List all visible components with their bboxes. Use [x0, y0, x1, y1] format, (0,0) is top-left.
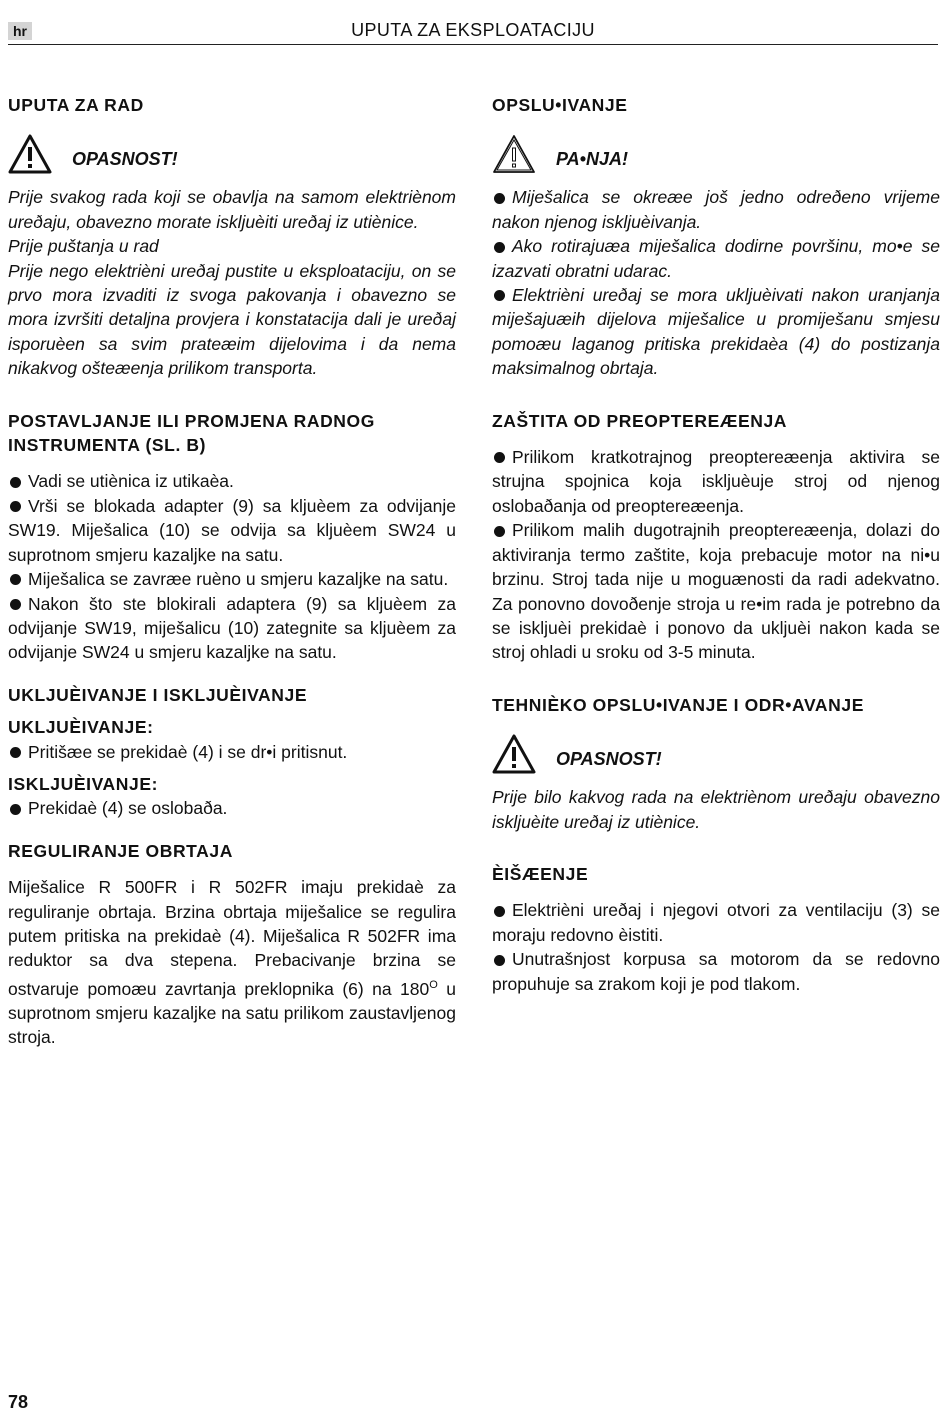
bullet-icon	[494, 452, 505, 463]
bullet-icon	[10, 574, 21, 585]
attention-warning	[492, 129, 940, 179]
warning-triangle-icon	[492, 734, 536, 774]
bullet-icon	[494, 193, 505, 204]
document-title: UPUTA ZA EKSPLOATACIJU	[351, 20, 595, 40]
section-heading-onoff: UKLJUÈIVANJE I ISKLJUÈIVANJE	[8, 684, 308, 705]
list-item: Vrši se blokada adapter (9) sa kljuèem za odvijanje SW19. Miješalica (10) se odvija sa kljuèem SW24 u suprotnom smjeru kazaljke na satu.	[8, 495, 456, 565]
subheading-on: UKLJUÈIVANJE:	[8, 717, 154, 738]
bullet-icon	[10, 599, 21, 610]
list-item: Vadi se utiènica iz utikaèa.	[8, 469, 456, 493]
section-heading-maintenance: TEHNIÈKO OPSLU•IVANJE I ODR•AVANJE	[492, 694, 865, 715]
left-column	[8, 93, 456, 1050]
start-text: Prije nego elektrièni ureðaj pustite u eksploataciju, on se prvo mora izvaditi iz svoga pakovanja i obavezno se mora izvršiti detaljna provjera i konstatacija dali je ureðaj isporuèen sa svim prateæim dijelovima i da nema nikakvog ošteæenja prilikom transporta.	[8, 260, 456, 379]
list-item: Elektrièni ureðaj i njegovi otvori za ventilaciju (3) se moraju redovno èistiti.	[492, 900, 940, 945]
list-item: Prilikom malih dugotrajnih preoptereæenja, dolazi do aktiviranja termo zaštite, koja prebacuje motor na ni•u brzinu. Stroj tada nije u moguænosti da radi adekvatno. Za ponovno dovoðenje stroja u re•im rada je potrebno da se iskljuèi prekidaè i ponovo da ukljuèi nakon kada se stroj ohladi u sroku od 3-5 minuta.	[492, 520, 940, 663]
speed-text: Miješalice R 500FR i R 502FR imaju prekidaè za reguliranje obrtaja. Brzina obrtaja miješalice se regulira putem pritiska na prekidaè (4). Miješalica R 502FR ima reduktor sa dva stepena. Prebacivanje brzina se ostvaruje pomoæu zavrtanja preklopnika (6) na $180^O$ u suprotnom smjeru kazaljke na satu prilikom zaustavljenog stroja.	[8, 877, 456, 1048]
list-item: Prilikom kratkotrajnog preoptereæenja aktivira se strujna spojnica koja iskljuèuje stroj od njenog oslobaðanja od preoptereæenja.	[492, 447, 940, 516]
section-heading-overload: ZAŠTITA OD PREOPTEREÆENJA	[492, 410, 788, 431]
list-item: Miješalica se okreæe još jedno odreðeno vrijeme nakon njenog iskljuèivanja.	[492, 187, 940, 232]
warning-triangle-icon	[492, 134, 536, 174]
bullet-icon	[494, 955, 505, 966]
subheading-off: ISKLJUÈIVANJE:	[8, 773, 159, 794]
list-item: Elektrièni ureðaj se mora ukljuèivati nakon uranjanja miješajuæih dijelova miješalice u promiješanu smjesu pomoæu laganog pritiska prekidaèa (4) do postizanja maksimalnog obrtaja.	[492, 285, 940, 379]
bullet-icon	[494, 290, 505, 301]
warning-triangle-icon	[8, 134, 52, 174]
start-title: Prije puštanja u rad	[8, 236, 159, 257]
bullet-icon	[10, 477, 21, 488]
bullet-icon	[10, 501, 21, 512]
bullet-icon	[494, 526, 505, 537]
right-column	[492, 93, 940, 996]
danger-text: Prije bilo kakvog rada na elektriènom ureðaju obavezno iskljuèite ureðaj iz utiènice.	[492, 787, 940, 832]
list-item: Nakon što ste blokirali adaptera (9) sa kljuèem za odvijanje SW19, miješalicu (10) zategnite sa kljuèem za odvijanje SW24 u smjeru kazaljke na satu.	[8, 593, 456, 663]
section-heading-cleaning: ÈIŠÆENJE	[492, 863, 589, 884]
section-heading-operation: UPUTA ZA RAD	[8, 95, 144, 115]
list-item: Miješalica se zavræe ruèno u smjeru kazaljke na satu.	[8, 567, 456, 591]
section-heading-speed: REGULIRANJE OBRTAJA	[8, 840, 233, 861]
language-tag: hr	[8, 22, 32, 40]
list-item: Unutrašnjost korpusa sa motorom da se redovno propuhuje sa zrakom koji je pod tlakom.	[492, 949, 940, 994]
page-number: 78	[8, 1392, 29, 1412]
list-item: Ako rotirajuæa miješalica dodirne površinu, mo•e se izazvati obratni udarac.	[492, 236, 940, 281]
danger-warning	[8, 129, 456, 179]
section-heading-usage: OPSLU•IVANJE	[492, 95, 628, 115]
bullet-icon	[10, 804, 21, 815]
section-heading-instrument: POSTAVLJANJE ILI PROMJENA RADNOG INSTRUMENTA (SL. B)	[8, 410, 375, 456]
list-item: Pritišæe se prekidaè (4) i se dr•i pritisnut.	[8, 740, 456, 764]
danger-label: OPASNOST!	[556, 748, 662, 769]
list-item: Prekidaè (4) se oslobaða.	[8, 796, 456, 820]
bullet-icon	[494, 242, 505, 253]
attention-label: PA•NJA!	[556, 149, 628, 170]
bullet-icon	[494, 906, 505, 917]
page-header	[8, 16, 938, 45]
degree-sign: O	[429, 978, 438, 991]
danger-warning	[492, 729, 940, 779]
danger-text: Prije svakog rada koji se obavlja na samom elektriènom ureðaju, obavezno morate iskljuèiti ureðaj iz utiènice.	[8, 187, 456, 232]
bullet-icon	[10, 747, 21, 758]
danger-label: OPASNOST!	[72, 149, 178, 170]
